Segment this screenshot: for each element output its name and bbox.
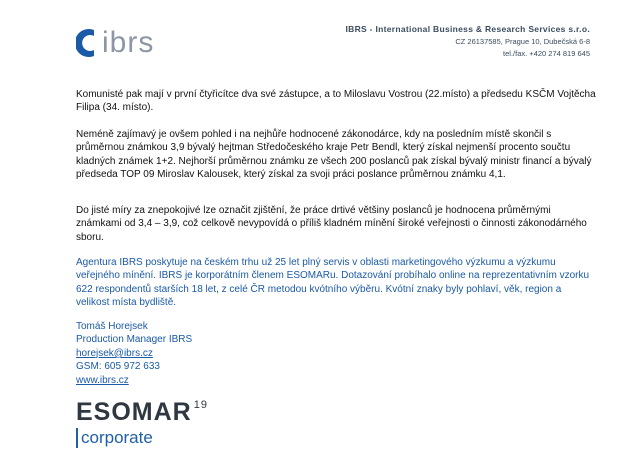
esomar-logo-sup: 19 [193,399,208,411]
esomar-logo [76,392,208,448]
ibrs-logo [76,26,154,60]
email-link[interactable]: horejsek@ibrs.cz [76,347,153,359]
company-info [346,24,591,58]
paragraph-3: Do jisté míry za znepokojivé lze označit zjištění, že práce drtivé většiny poslanců je hodnocena průměrnými známkami od 3,4 – 3,9, což celkově nevypovídá o příliš kladném mínění široké veřejnosti o činnosti zákonodárného sboru. [76,205,587,243]
ibrs-logo-text: ibrs [102,26,155,59]
esomar-corporate-label: corporate [76,428,153,448]
website-link[interactable]: www.ibrs.cz [76,374,129,386]
company-name: IBRS - International Business & Research Services s.r.o. [345,24,590,34]
signature-block [76,320,192,387]
agency-info-paragraph: Agentura IBRS poskytuje na českém trhu už 25 let plný servis v oblasti marketingového výzkumu a výzkumu veřejného mínění. IBRS je korporátním členem ESOMARu. Dotazování probíhalo online na reprezentativním vzorku 622 respondentů starších 18 let, z celé ČR metodou kvótního výběru. Kvótní znaky byly pohlaví, věk, region a velikost místa bydliště. [76,257,590,309]
signature-title: Production Manager IBRS [76,334,193,346]
paragraph-1: Komunisté pak mají v první čtyřicítce dva své zástupce, a to Miloslavu Vostrou (22.místo) a předsedu KSČM Vojtěcha Filipa (34. místo). [76,89,596,114]
esomar-logo-text: ESOMAR [76,398,192,426]
signature-name: Tomáš Horejsek [76,321,148,332]
signature-gsm: GSM: 605 972 633 [76,361,160,373]
company-address: CZ 26137585, Prague 10, Dubečská 6-8 [455,37,590,46]
paragraph-2: Neméně zajímavý je ovšem pohled i na nejhůře hodnocené zákonodárce, kdy na posledním místě skončil s průměrnou známkou 3,9 bývalý hejtman Středočeského kraje Petr Bendl, který získal nejmenší procento součtu kladných známek 1+2. Nejhorší průměrnou známku ze všech 200 poslanců pak získal bývalý ministr financí a bývalý předseda TOP 09 Miroslav Kalousek, který získal za svoji práci poslance průměrnou známku 4,1. [76,129,592,181]
ibrs-logo-icon [76,28,98,58]
company-phone: tel./fax. +420 274 819 645 [503,49,590,58]
